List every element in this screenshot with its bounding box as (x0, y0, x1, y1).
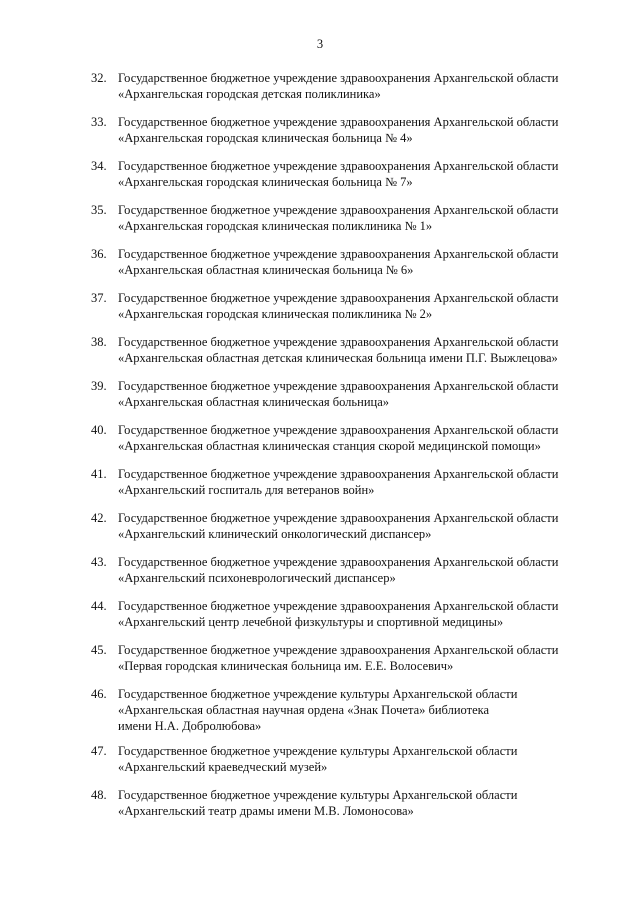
item-line: «Архангельская городская детская поликлиника» (118, 87, 381, 101)
item-line: Государственное бюджетное учреждение культуры Архангельской области (118, 788, 518, 802)
item-line: Государственное бюджетное учреждение культуры Архангельской области (118, 744, 518, 758)
item-line: «Архангельский театр драмы имени М.В. Ломоносова» (118, 804, 414, 818)
item-text (118, 114, 588, 146)
list-item (0, 114, 640, 158)
item-text (118, 466, 588, 498)
item-line: Государственное бюджетное учреждение здравоохранения Архангельской области (118, 379, 559, 393)
item-line: «Архангельский госпиталь для ветеранов войн» (118, 483, 375, 497)
item-line: «Архангельская областная детская клиническая больница имени П.Г. Выжлецова» (118, 351, 558, 365)
item-number: 47. (91, 744, 107, 758)
item-text (118, 334, 588, 366)
item-line: Государственное бюджетное учреждение здравоохранения Архангельской области (118, 467, 559, 481)
list-item (0, 378, 640, 422)
item-number: 46. (91, 687, 107, 701)
item-number: 32. (91, 71, 107, 85)
list-item (0, 787, 640, 831)
item-line: Государственное бюджетное учреждение культуры Архангельской области (118, 687, 518, 701)
item-line: «Архангельский центр лечебной физкультуры и спортивной медицины» (118, 615, 504, 629)
item-line: «Архангельский краеведческий музей» (118, 760, 328, 774)
item-line: Государственное бюджетное учреждение здравоохранения Архангельской области (118, 203, 559, 217)
list-item (0, 334, 640, 378)
list-item (0, 422, 640, 466)
item-text (118, 743, 588, 775)
item-line: Государственное бюджетное учреждение здравоохранения Архангельской области (118, 511, 559, 525)
item-number: 38. (91, 335, 107, 349)
item-line: «Первая городская клиническая больница им. Е.Е. Волосевич» (118, 659, 454, 673)
item-line: Государственное бюджетное учреждение здравоохранения Архангельской области (118, 291, 559, 305)
item-line: «Архангельская областная клиническая больница» (118, 395, 389, 409)
item-line: «Архангельский клинический онкологический диспансер» (118, 527, 432, 541)
item-line: Государственное бюджетное учреждение здравоохранения Архангельской области (118, 555, 559, 569)
item-number: 43. (91, 555, 107, 569)
item-number: 45. (91, 643, 107, 657)
list-item (0, 598, 640, 642)
item-number: 44. (91, 599, 107, 613)
item-line: «Архангельская областная научная ордена «Знак Почета» библиотека (118, 703, 490, 717)
item-text (118, 202, 588, 234)
item-line: Государственное бюджетное учреждение здравоохранения Архангельской области (118, 71, 559, 85)
page-number: 3 (316, 37, 324, 51)
item-number: 33. (91, 115, 107, 129)
item-number: 35. (91, 203, 107, 217)
list-item (0, 642, 640, 686)
list-item (0, 554, 640, 598)
item-number: 37. (91, 291, 107, 305)
list-item (0, 70, 640, 114)
item-number: 34. (91, 159, 107, 173)
institution-list (0, 70, 640, 831)
item-line: Государственное бюджетное учреждение здравоохранения Архангельской области (118, 643, 559, 657)
item-number: 42. (91, 511, 107, 525)
list-item (0, 510, 640, 554)
item-line: Государственное бюджетное учреждение здравоохранения Архангельской области (118, 423, 559, 437)
item-line: «Архангельская городская клиническая больница № 4» (118, 131, 413, 145)
item-number: 36. (91, 247, 107, 261)
list-item (0, 158, 640, 202)
item-line: Государственное бюджетное учреждение здравоохранения Архангельской области (118, 599, 559, 613)
item-line: имени Н.А. Добролюбова» (118, 719, 262, 733)
list-item (0, 246, 640, 290)
item-text (118, 510, 588, 542)
item-line: Государственное бюджетное учреждение здравоохранения Архангельской области (118, 115, 559, 129)
list-item (0, 290, 640, 334)
item-line: Государственное бюджетное учреждение здравоохранения Архангельской области (118, 159, 559, 173)
list-item (0, 686, 640, 743)
item-number: 48. (91, 788, 107, 802)
item-text (118, 554, 588, 586)
item-text (118, 158, 588, 190)
item-text (118, 787, 588, 819)
item-text (118, 290, 588, 322)
item-text (118, 246, 588, 278)
item-text (118, 642, 588, 674)
item-text (118, 378, 588, 410)
item-text (118, 70, 588, 102)
list-item (0, 466, 640, 510)
item-line: «Архангельская городская клиническая поликлиника № 2» (118, 307, 433, 321)
item-number: 39. (91, 379, 107, 393)
item-text (118, 422, 588, 454)
list-item (0, 743, 640, 787)
item-line: «Архангельская городская клиническая поликлиника № 1» (118, 219, 433, 233)
list-item (0, 202, 640, 246)
item-text (118, 686, 588, 734)
item-line: Государственное бюджетное учреждение здравоохранения Архангельской области (118, 335, 559, 349)
item-number: 40. (91, 423, 107, 437)
item-line: «Архангельская областная клиническая станция скорой медицинской помощи» (118, 439, 541, 453)
item-line: «Архангельский психоневрологический диспансер» (118, 571, 396, 585)
item-line: Государственное бюджетное учреждение здравоохранения Архангельской области (118, 247, 559, 261)
item-text (118, 598, 588, 630)
item-line: «Архангельская городская клиническая больница № 7» (118, 175, 413, 189)
item-number: 41. (91, 467, 107, 481)
item-line: «Архангельская областная клиническая больница № 6» (118, 263, 414, 277)
